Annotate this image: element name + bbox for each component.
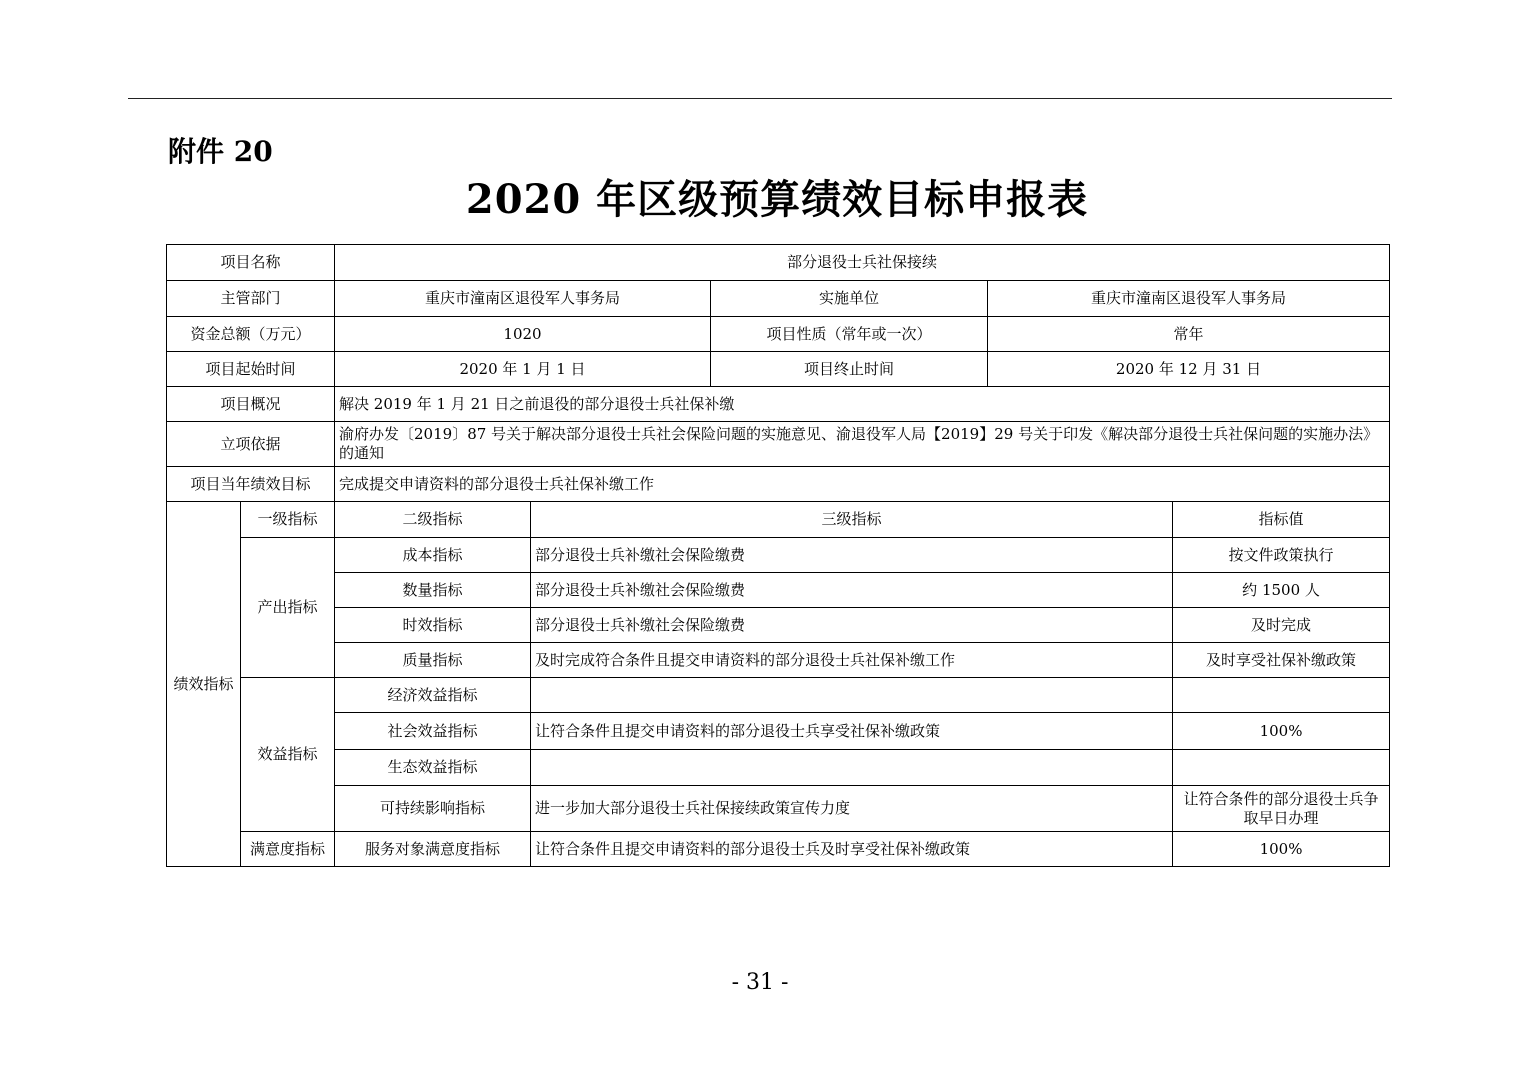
document-title: 2020 年区级预算绩效目标申报表 [465, 176, 1089, 223]
row-basis [167, 422, 1390, 467]
value-cell: 按文件政策执行 [1173, 538, 1390, 573]
value-cell: 及时完成 [1173, 608, 1390, 643]
page-number: - 31 - [731, 970, 789, 995]
table-row [167, 678, 1390, 713]
header-level2: 二级指标 [335, 502, 531, 538]
level2-cell: 生态效益指标 [335, 750, 531, 786]
level3-cell: 让符合条件且提交申请资料的部分退役士兵享受社保补缴政策 [531, 713, 1173, 750]
overview-label: 项目概况 [167, 387, 335, 422]
table-row [167, 786, 1390, 832]
value-cell [1173, 678, 1390, 713]
level3-cell: 及时完成符合条件且提交申请资料的部分退役士兵社保补缴工作 [531, 643, 1173, 678]
nature-value: 常年 [988, 317, 1390, 352]
impl-label: 实施单位 [711, 281, 988, 317]
table-row [167, 608, 1390, 643]
end-value: 2020 年 12 月 31 日 [988, 352, 1390, 387]
benefit-indicator-label: 效益指标 [241, 678, 335, 832]
header-value: 指标值 [1173, 502, 1390, 538]
project-name-value: 部分退役士兵社保接续 [335, 245, 1390, 281]
goal-value: 完成提交申请资料的部分退役士兵社保补缴工作 [335, 467, 1390, 502]
value-cell: 100% [1173, 713, 1390, 750]
row-department [167, 281, 1390, 317]
output-indicator-label: 产出指标 [241, 538, 335, 678]
satisfaction-indicator-label: 满意度指标 [241, 832, 335, 867]
level3-cell: 部分退役士兵补缴社会保险缴费 [531, 538, 1173, 573]
fund-value: 1020 [335, 317, 711, 352]
value-cell: 让符合条件的部分退役士兵争取早日办理 [1173, 786, 1390, 832]
impl-value: 重庆市潼南区退役军人事务局 [988, 281, 1390, 317]
row-perf-header [167, 502, 1390, 538]
end-label: 项目终止时间 [711, 352, 988, 387]
level3-cell: 部分退役士兵补缴社会保险缴费 [531, 608, 1173, 643]
table-row [167, 538, 1390, 573]
level2-cell: 社会效益指标 [335, 713, 531, 750]
header-level1: 一级指标 [241, 502, 335, 538]
level2-cell: 质量指标 [335, 643, 531, 678]
value-cell: 100% [1173, 832, 1390, 867]
basis-label: 立项依据 [167, 422, 335, 467]
table-row [167, 713, 1390, 750]
start-value: 2020 年 1 月 1 日 [335, 352, 711, 387]
row-goal [167, 467, 1390, 502]
overview-value: 解决 2019 年 1 月 21 日之前退役的部分退役士兵社保补缴 [335, 387, 1390, 422]
value-cell [1173, 750, 1390, 786]
level3-cell [531, 750, 1173, 786]
row-dates [167, 352, 1390, 387]
table-row [167, 573, 1390, 608]
row-fund [167, 317, 1390, 352]
perf-indicator-label: 绩效指标 [167, 502, 241, 867]
table-row [167, 832, 1390, 867]
start-label: 项目起始时间 [167, 352, 335, 387]
value-cell: 及时享受社保补缴政策 [1173, 643, 1390, 678]
level2-cell: 时效指标 [335, 608, 531, 643]
dept-value: 重庆市潼南区退役军人事务局 [335, 281, 711, 317]
project-name-label: 项目名称 [167, 245, 335, 281]
table-row [167, 643, 1390, 678]
level3-cell: 部分退役士兵补缴社会保险缴费 [531, 573, 1173, 608]
header-rule [128, 98, 1392, 99]
level2-cell: 成本指标 [335, 538, 531, 573]
row-overview [167, 387, 1390, 422]
level2-cell: 经济效益指标 [335, 678, 531, 713]
budget-performance-table [166, 244, 1390, 867]
row-project-name [167, 245, 1390, 281]
table-row [167, 750, 1390, 786]
goal-label: 项目当年绩效目标 [167, 467, 335, 502]
level3-cell [531, 678, 1173, 713]
level3-cell: 让符合条件且提交申请资料的部分退役士兵及时享受社保补缴政策 [531, 832, 1173, 867]
value-cell: 约 1500 人 [1173, 573, 1390, 608]
attachment-label: 附件 20 [168, 135, 273, 168]
level2-cell: 服务对象满意度指标 [335, 832, 531, 867]
header-level3: 三级指标 [531, 502, 1173, 538]
nature-label: 项目性质（常年或一次） [711, 317, 988, 352]
basis-value: 渝府办发〔2019〕87 号关于解决部分退役士兵社会保险问题的实施意见、渝退役军人局【2019】29 号关于印发《解决部分退役士兵社保问题的实施办法》的通知 [335, 422, 1390, 467]
level2-cell: 数量指标 [335, 573, 531, 608]
level3-cell: 进一步加大部分退役士兵社保接续政策宣传力度 [531, 786, 1173, 832]
dept-label: 主管部门 [167, 281, 335, 317]
level2-cell: 可持续影响指标 [335, 786, 531, 832]
fund-label: 资金总额（万元） [167, 317, 335, 352]
